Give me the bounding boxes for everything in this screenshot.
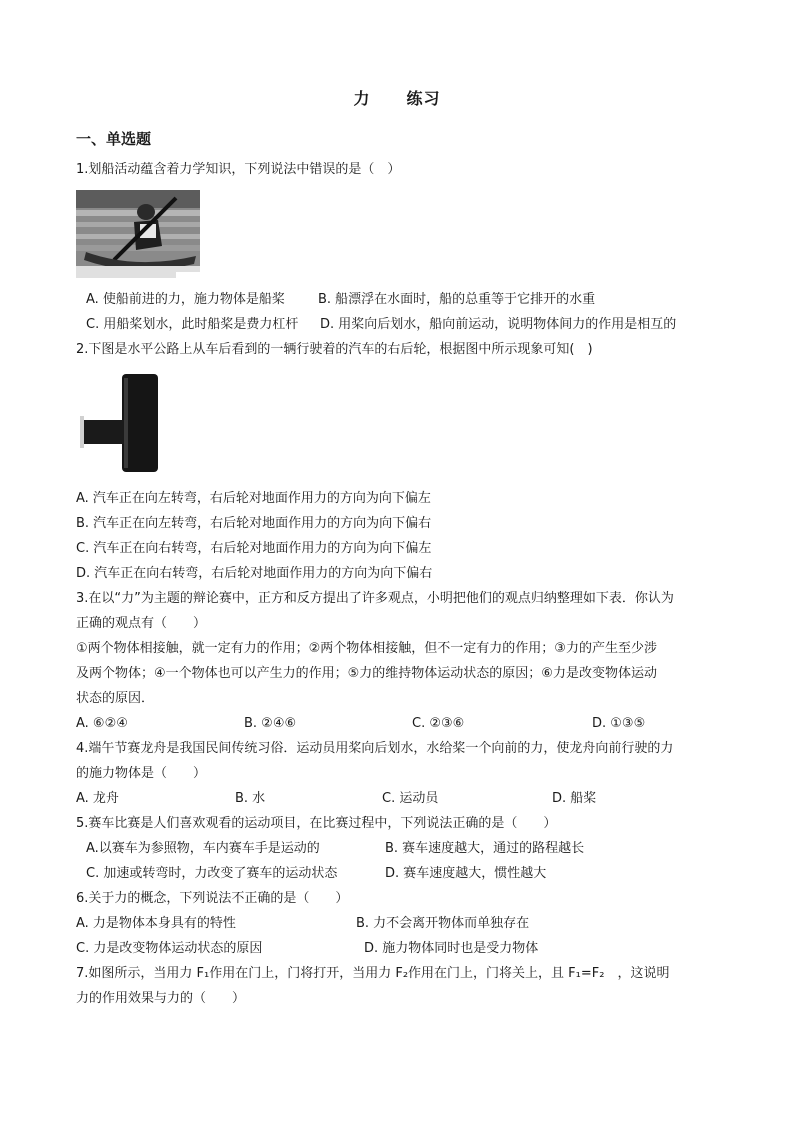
q7-stem-line2: 力的作用效果与力的（ ） xyxy=(76,991,246,1006)
q3-stem-line2: 正确的观点有（ ） xyxy=(76,616,207,631)
q6-option-d: D. 施力物体同时也是受力物体 xyxy=(364,941,539,956)
q2-stem: 2.下图是水平公路上从车后看到的一辆行驶着的汽车的右后轮，根据图中所示现象可知( ) xyxy=(76,342,593,357)
q3-option-c: C. ②③⑥ xyxy=(412,716,465,731)
title-left: 力 xyxy=(353,89,371,108)
q6-option-a: A. 力是物体本身具有的特性 xyxy=(76,916,236,931)
rowing-boat-image xyxy=(76,190,200,278)
q2-option-b: B. 汽车正在向左转弯，右后轮对地面作用力的方向为向下偏右 xyxy=(76,516,432,531)
q4-stem-line1: 4.端午节赛龙舟是我国民间传统习俗．运动员用桨向后划水，水给桨一个向前的力，使龙舟向前行驶的力 xyxy=(76,741,674,756)
q6-stem: 6.关于力的概念，下列说法不正确的是（ ） xyxy=(76,891,349,906)
q3-body-line3: 状态的原因． xyxy=(76,691,155,706)
q2-option-c: C. 汽车正在向右转弯，右后轮对地面作用力的方向为向下偏左 xyxy=(76,541,432,556)
page-title xyxy=(0,86,794,109)
q3-body-line1: ①两个物体相接触，就一定有力的作用；②两个物体相接触，但不一定有力的作用；③力的产生至少涉 xyxy=(76,641,657,656)
q4-stem-line2: 的施力物体是（ ） xyxy=(76,766,207,781)
q2-option-a: A. 汽车正在向左转弯，右后轮对地面作用力的方向为向下偏左 xyxy=(76,491,431,506)
q3-option-b: B. ②④⑥ xyxy=(244,716,297,731)
q4-option-c: C. 运动员 xyxy=(382,791,439,806)
q5-option-d: D. 赛车速度越大，惯性越大 xyxy=(385,866,547,881)
q6-option-c: C. 力是改变物体运动状态的原因 xyxy=(76,941,263,956)
q3-option-a: A. ⑥②④ xyxy=(76,716,128,731)
q2-option-d: D. 汽车正在向右转弯，右后轮对地面作用力的方向为向下偏右 xyxy=(76,566,433,581)
q3-body-line2: 及两个物体；④一个物体也可以产生力的作用；⑤力的维持物体运动状态的原因；⑥力是改变物体运动 xyxy=(76,666,657,681)
q5-option-b: B. 赛车速度越大，通过的路程越长 xyxy=(385,841,585,856)
q1-option-a: A. 使船前进的力，施力物体是船桨 xyxy=(86,292,285,307)
q4-option-b: B. 水 xyxy=(235,791,266,806)
title-right: 练习 xyxy=(406,89,441,108)
rear-wheel-image xyxy=(76,368,162,480)
q1-stem: 1.划船活动蕴含着力学知识，下列说法中错误的是（ ） xyxy=(76,162,401,177)
q1-option-d: D. 用桨向后划水，船向前运动，说明物体间力的作用是相互的 xyxy=(320,317,677,332)
q5-option-a: A.以赛车为参照物，车内赛车手是运动的 xyxy=(86,841,320,856)
q4-option-d: D. 船桨 xyxy=(552,791,597,806)
q1-option-c: C. 用船桨划水，此时船桨是费力杠杆 xyxy=(86,317,299,332)
q3-option-d: D. ①③⑤ xyxy=(592,716,646,731)
q5-stem: 5.赛车比赛是人们喜欢观看的运动项目，在比赛过程中，下列说法正确的是（ ） xyxy=(76,816,557,831)
q7-stem-line1: 7.如图所示，当用力 F₁作用在门上，门将打开，当用力 F₂作用在门上，门将关上，且 F₁=F₂ ，这说明 xyxy=(76,966,670,981)
q3-stem-line1: 3.在以“力”为主题的辩论赛中，正方和反方提出了许多观点，小明把他们的观点归纳整理如下表．你认为 xyxy=(76,591,674,606)
q1-option-b: B. 船漂浮在水面时，船的总重等于它排开的水重 xyxy=(318,292,596,307)
section-heading: 一、单选题 xyxy=(76,130,152,148)
q6-option-b: B. 力不会离开物体而单独存在 xyxy=(356,916,530,931)
q5-option-c: C. 加速或转弯时，力改变了赛车的运动状态 xyxy=(86,866,338,881)
q4-option-a: A. 龙舟 xyxy=(76,791,119,806)
